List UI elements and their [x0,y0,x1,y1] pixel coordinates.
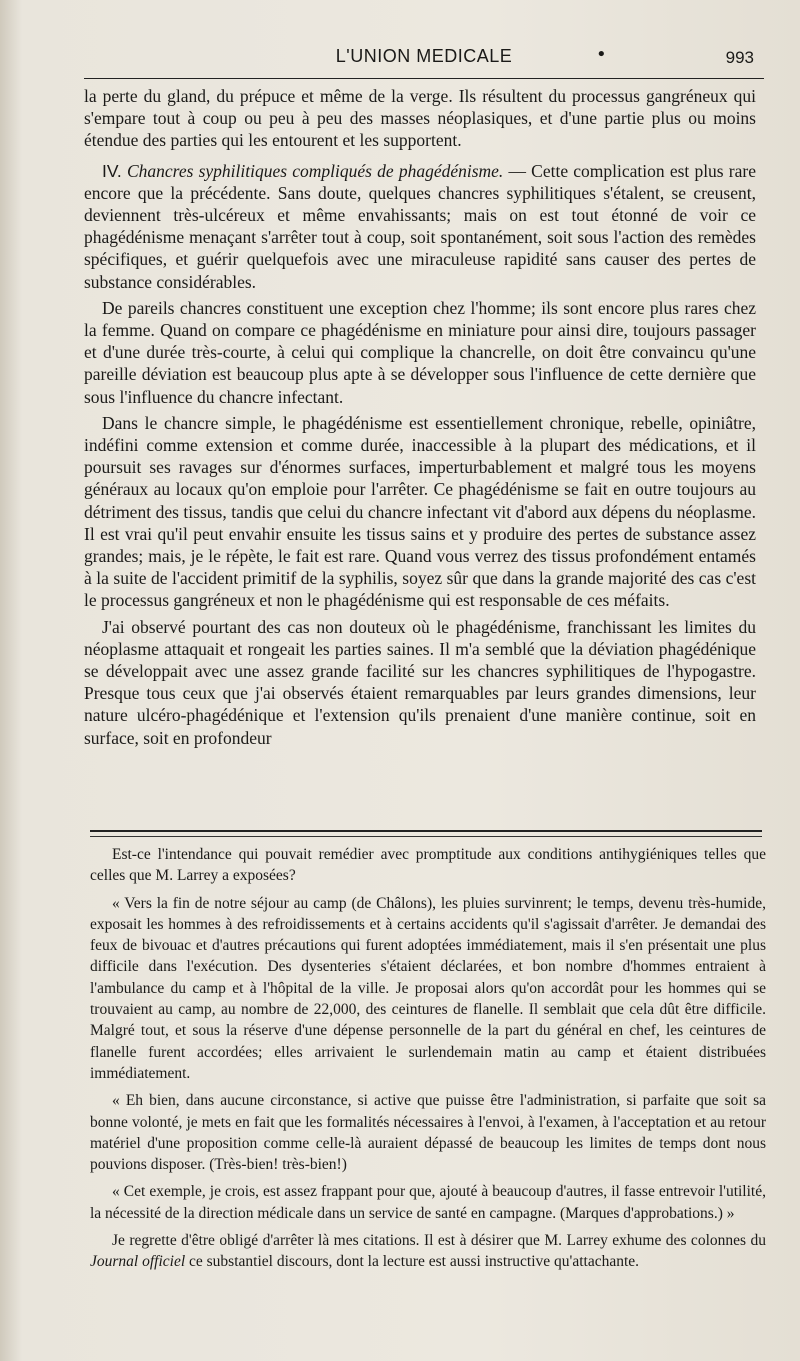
feuilleton-rule-thick [90,830,762,832]
feuilleton-rule-thin [90,836,762,837]
feuilleton-paragraph: Est-ce l'intendance qui pouvait remédier avec promptitude aux conditions antihygiéniques telles que celles que M. Larrey a exposées? [90,846,766,885]
paragraph: Dans le chancre simple, le phagédénisme est essentiellement chronique, rebelle, opiniâtre, indéfini comme extension et comme durée, inaccessible à la plupart des médications, et il poursuit ses ravages sur d'énormes surfaces, imperturbablement et malgré tous les moyens généraux au locaux qu'on emploie pour l'arrêter. Ce phagédénisme se fait en outre toujours au détriment des tissus, tandis que celui du chancre infectant vit d'abord aux dépens du néoplasme. Il est vrai qu'il peut envahir ensuite les tissus sains et y produire des pertes de substance assez grandes; mais, je le répète, le fait est rare. Quand vous verrez des tissus profondément entamés à la suite de l'accident primitif de la syphilis, soyez sûr que dans la grande majorité des cas c'est le processus gangréneux et non le phagédénisme qui est responsable de ces méfaits. [84,412,756,611]
section-title: Chancres syphilitiques compliqués de phagédénisme. [126,160,504,181]
feuilleton-paragraph: « Vers la fin de notre séjour au camp (de Châlons), les pluies survinrent; le temps, devenu très-humide, exposait les hommes à des refroidissements et à certains accidents qu'il s'agissait d'arrêter. Je demandai des feux de bivouac et d'autres précautions qui furent adoptées immédiatement, mais il s'en présentait une plus difficile dans l'exécution. Des dysenteries s'étaient déclarées, et bon nombre d'hommes entraient à l'ambulance du camp et à l'hôpital de la ville. Je proposai alors qu'on accordât pour les hommes qui se trouvaient au camp, au nombre de 22,000, des ceintures de flanelle. Il semblait que cela dût être difficile. Malgré tout, et sous la réserve d'une dépense personnelle de la part du général en chef, les ceintures de flanelle furent accordées; elles arrivaient le surlendemain matin au camp et étaient distribuées immédiatement. [90,894,766,1082]
page-number: 993 [725,48,754,67]
feuilleton-paragraph: « Cet exemple, je crois, est assez frappant pour que, ajouté à beaucoup d'autres, il fasse entrevoir l'utilité, la nécessité de la direction médicale dans un service de santé en campagne. (Marques d'approbations.) » [90,1183,766,1222]
main-text [84,85,756,753]
text-run: ce substantiel discours, dont la lecture est aussi instructive qu'attachante. [185,1253,640,1271]
paragraph: la perte du gland, du prépuce et même de la verge. Ils résultent du processus gangréneux qui s'empare tout à coup ou peu à peu des masses néoplasiques, et d'une partie plus ou moins étendue des parties qui les entourent et les supportent. [84,86,756,151]
journal-title: Journal officiel [90,1253,186,1271]
section-paragraph [84,160,756,293]
feuilleton-text [90,844,766,1279]
paragraph: J'ai observé pourtant des cas non douteux où le phagédénisme, franchissant les limites du néoplasme attaquait et rongeait les parties saines. Il m'a semblé que la déviation phagédénique se développait avec une assez grande facilité sur les chancres syphilitiques de l'hypogastre. Presque tous ceux que j'ai observés étaient remarquables par leurs grandes dimensions, leur nature ulcéro-phagédénique et l'extension qu'ils prenaient d'une manière continue, soit en surface, soit en profondeur [84,616,756,748]
feuilleton-paragraph: « Eh bien, dans aucune circonstance, si active que puisse être l'administration, si parfaite que soit sa bonne volonté, je mets en fait que les formalités nécessaires à l'envoi, à l'examen, à l'acceptation et au retour matériel d'une proposition comme celle-là auraient dépassé de beaucoup les limites de temps dont nous pouvions disposer. (Très-bien! très-bien!) [90,1092,766,1174]
feuilleton-paragraph [90,1230,766,1273]
text-run: Je regrette d'être obligé d'arrêter là mes citations. Il est à désirer que M. Larrey exhume des colonnes du [112,1232,766,1250]
page-header [84,44,764,74]
paragraph: De pareils chancres constituent une exception chez l'homme; ils sont encore plus rares chez la femme. Quand on compare ce phagédénisme en miniature pour ainsi dire, toujours passager et d'une durée très-courte, à celui qui complique la chancrelle, on doit être convaincu qu'une pareille déviation est beaucoup plus apte à se développer sous l'influence de cette dernière que sous l'influence du chancre infectant. [84,297,756,407]
header-dot: • [596,44,607,65]
section-number: IV. [102,160,122,181]
header-rule [84,78,764,79]
section-lead: — Cette complication est plus rare encore que la précédente. Sans doute, quelques chancres syphilitiques s'étalent, se creusent, deviennent très-ulcéreux et même envahissants; mais on est tout étonné de voir ce phagédénisme menaçant s'arrêter tout à coup, soit spontanément, soit sous l'action des remèdes spécifiques, et guérir quelquefois avec une miraculeuse rapidité sans causer des pertes de substance considérables. [84,160,756,292]
running-title: L'UNION MEDICALE [335,46,513,66]
